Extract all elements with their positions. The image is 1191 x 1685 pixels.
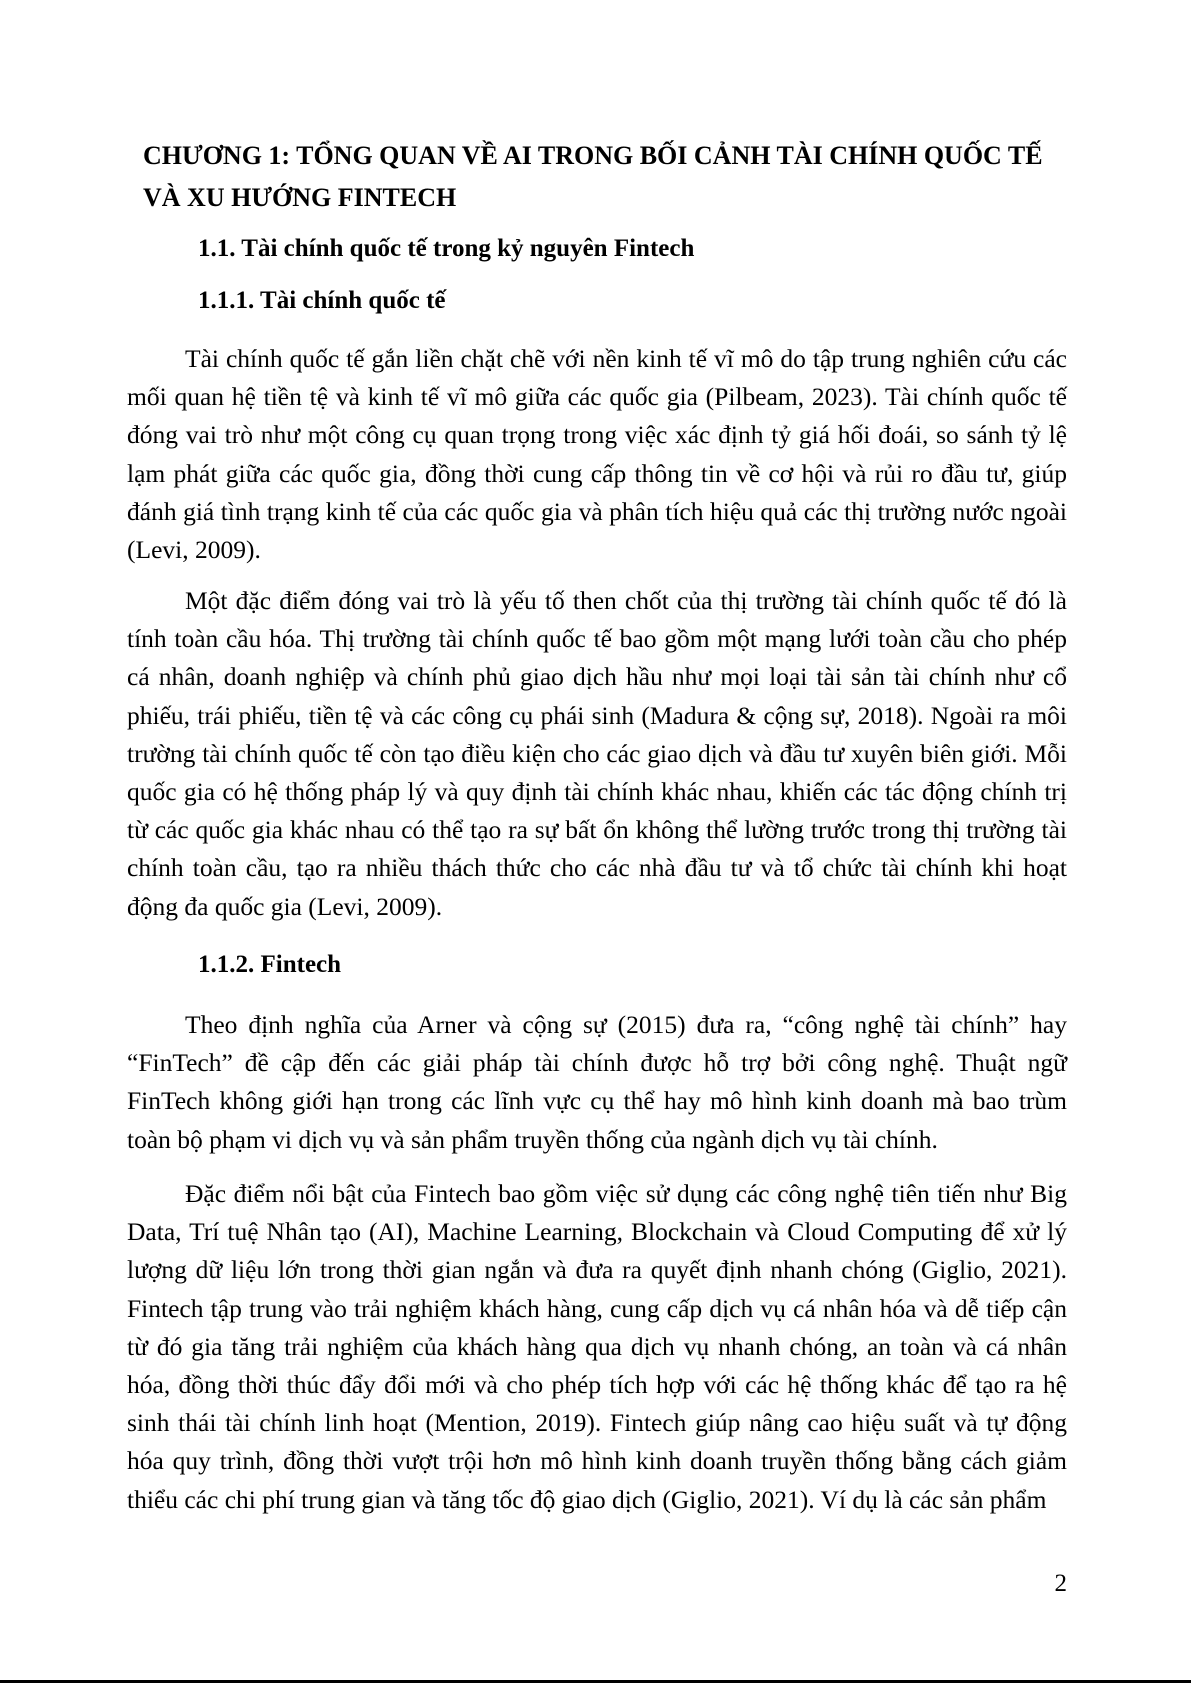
paragraph-international-finance-definition: Tài chính quốc tế gắn liền chặt chẽ với nền kinh tế vĩ mô do tập trung nghiên cứu các mối quan hệ tiền tệ và kinh tế vĩ mô giữa các quốc gia (Pilbeam, 2023). Tài chính quốc tế đóng vai trò như một công cụ quan trọng trong việc xác định tỷ giá hối đoái, so sánh tỷ lệ lạm phát giữa các quốc gia, đồng thời cung cấp thông tin về cơ hội và rủi ro đầu tư, giúp đánh giá tình trạng kinh tế của các quốc gia và phân tích hiệu quả các thị trường nước ngoài (Levi, 2009). [127,344,1067,565]
page-number: 2 [1054,1570,1067,1597]
paragraph-fintech-definition: Theo định nghĩa của Arner và cộng sự (2015) đưa ra, “công nghệ tài chính” hay “FinTech” đề cập đến các giải pháp tài chính được hỗ trợ bởi công nghệ. Thuật ngữ FinTech không giới hạn trong các lĩnh vực cụ thể hay mô hình kinh doanh mà bao trùm toàn bộ phạm vi dịch vụ và sản phẩm truyền thống của ngành dịch vụ tài chính. [127,1010,1067,1154]
chapter-title-line-2: VÀ XU HƯỚNG FINTECH [143,183,457,212]
section-heading-1-1-2: 1.1.2. Fintech [198,951,342,978]
paragraph-globalization: Một đặc điểm đóng vai trò là yếu tố then chốt của thị trường tài chính quốc tế đó là tính toàn cầu hóa. Thị trường tài chính quốc tế bao gồm một mạng lưới toàn cầu cho phép cá nhân, doanh nghiệp và chính phủ giao dịch hầu như mọi loại tài sản tài chính như cổ phiếu, trái phiếu, tiền tệ và các công cụ phái sinh (Madura & cộng sự, 2018). Ngoài ra môi trường tài chính quốc tế còn tạo điều kiện cho các giao dịch và đầu tư xuyên biên giới. Mỗi quốc gia có hệ thống pháp lý và quy định tài chính khác nhau, khiến các tác động chính trị từ các quốc gia khác nhau có thể tạo ra sự bất ổn không thể lường trước trong thị trường tài chính toàn cầu, tạo ra nhiều thách thức cho các nhà đầu tư và tổ chức tài chính khi hoạt động đa quốc gia (Levi, 2009). [127,586,1067,921]
chapter-title-line-1: CHƯƠNG 1: TỔNG QUAN VỀ AI TRONG BỐI CẢNH TÀI CHÍNH QUỐC TẾ [143,141,1043,170]
section-heading-1-1: 1.1. Tài chính quốc tế trong kỷ nguyên Fintech [198,235,695,262]
bottom-divider [0,1680,1191,1683]
paragraph-fintech-characteristics: Đặc điểm nổi bật của Fintech bao gồm việc sử dụng các công nghệ tiên tiến như Big Data, Trí tuệ Nhân tạo (AI), Machine Learning, Blockchain và Cloud Computing để xử lý lượng dữ liệu lớn trong thời gian ngắn và đưa ra quyết định nhanh chóng (Giglio, 2021). Fintech tập trung vào trải nghiệm khách hàng, cung cấp dịch vụ cá nhân hóa và dễ tiếp cận từ đó gia tăng trải nghiệm của khách hàng qua dịch vụ nhanh chóng, an toàn và cá nhân hóa, đồng thời thúc đẩy đổi mới và cho phép tích hợp với các hệ thống khác để tạo ra hệ sinh thái tài chính linh hoạt (Mention, 2019). Fintech giúp nâng cao hiệu suất và tự động hóa quy trình, đồng thời vượt trội hơn mô hình kinh doanh truyền thống bằng cách giảm thiểu các chi phí trung gian và tăng tốc độ giao dịch (Giglio, 2021). Ví dụ là các sản phẩm [127,1179,1067,1514]
section-heading-1-1-1: 1.1.1. Tài chính quốc tế [198,287,446,314]
chapter-title [143,135,1083,219]
